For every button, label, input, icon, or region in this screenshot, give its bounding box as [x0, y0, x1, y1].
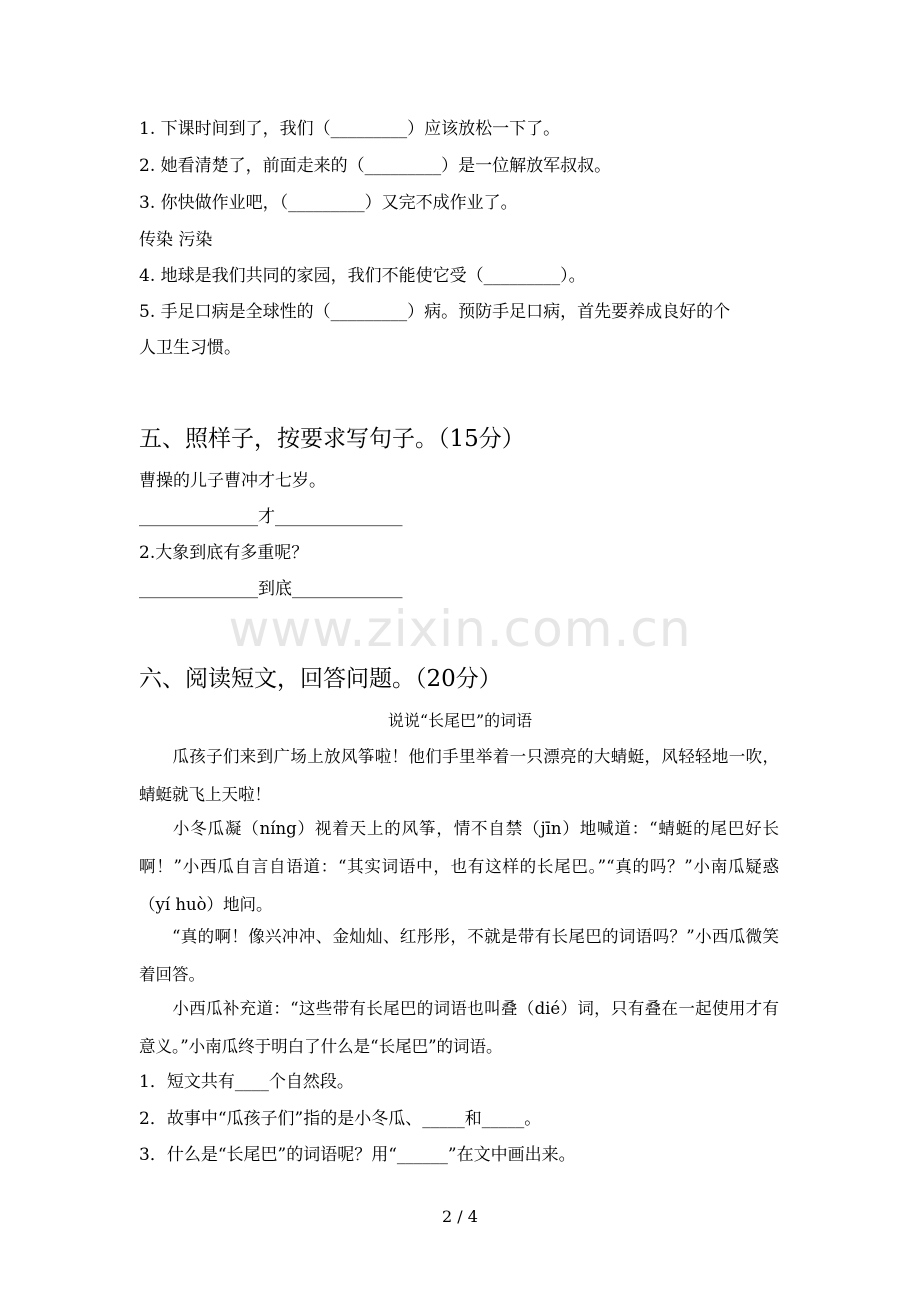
passage-paragraph: 小西瓜补充道：“这些带有长尾巴的词语也叫叠（dié）词，只有叠在一起使用才有意义。”小南瓜终于明白了什么是“长尾巴”的词语。 [139, 999, 779, 1056]
answer-line: ______________才_______________ [139, 507, 403, 527]
passage-paragraph: 小冬瓜凝（níng）视着天上的风筝，情不自禁（jīn）地喊道：“蜻蜓的尾巴好长啊！”小西瓜自言自语道：“其实词语中，也有这样的长尾巴。”“真的吗？”小南瓜疑惑（yí huò）地问。 [139, 819, 779, 914]
section-5-heading: 五、照样子，按要求写句子。（15分） [139, 426, 525, 452]
passage-paragraph: “真的啊！像兴冲冲、金灿灿、红彤彤，不就是带有长尾巴的词语吗？”小西瓜微笑着回答。 [139, 927, 779, 984]
reading-question: 3．什么是“长尾巴”的词语呢？用“______”在文中画出来。 [139, 1145, 576, 1165]
question-sentence: 2.大象到底有多重呢？ [139, 543, 309, 563]
passage-paragraph: 瓜孩子们来到广场上放风筝啦！他们手里举着一只漂亮的大蜻蜓，风轻轻地一吹，蜻蜓就飞上天啦！ [139, 747, 779, 804]
example-sentence: 曹操的儿子曹冲才七岁。 [139, 471, 326, 491]
fill-blank-item-continued: 人卫生习惯。 [139, 338, 241, 358]
watermark: www.zixin.com.cn [228, 600, 692, 658]
fill-blank-item: 4. 地球是我们共同的家园，我们不能使它受（_________）。 [139, 266, 586, 286]
word-choice-pair: 传染 污染 [139, 230, 213, 250]
reading-question: 1．短文共有____个自然段。 [139, 1072, 354, 1092]
fill-blank-item: 2. 她看清楚了，前面走来的（_________）是一位解放军叔叔。 [139, 156, 612, 176]
passage-title: 说说“长尾巴”的词语 [387, 711, 533, 730]
section-6-heading: 六、阅读短文，回答问题。（20分） [139, 666, 502, 692]
page-number: 2 / 4 [442, 1207, 478, 1226]
answer-line: ______________到底_____________ [139, 579, 403, 599]
fill-blank-item: 1. 下课时间到了，我们（_________）应该放松一下了。 [139, 119, 561, 139]
fill-blank-item: 3. 你快做作业吧，（_________）又完不成作业了。 [139, 193, 518, 213]
fill-blank-item: 5. 手足口病是全球性的（_________）病。预防手足口病，首先要养成良好的个 [139, 302, 731, 322]
reading-question: 2．故事中“瓜孩子们”指的是小冬瓜、_____和_____。 [139, 1109, 542, 1129]
